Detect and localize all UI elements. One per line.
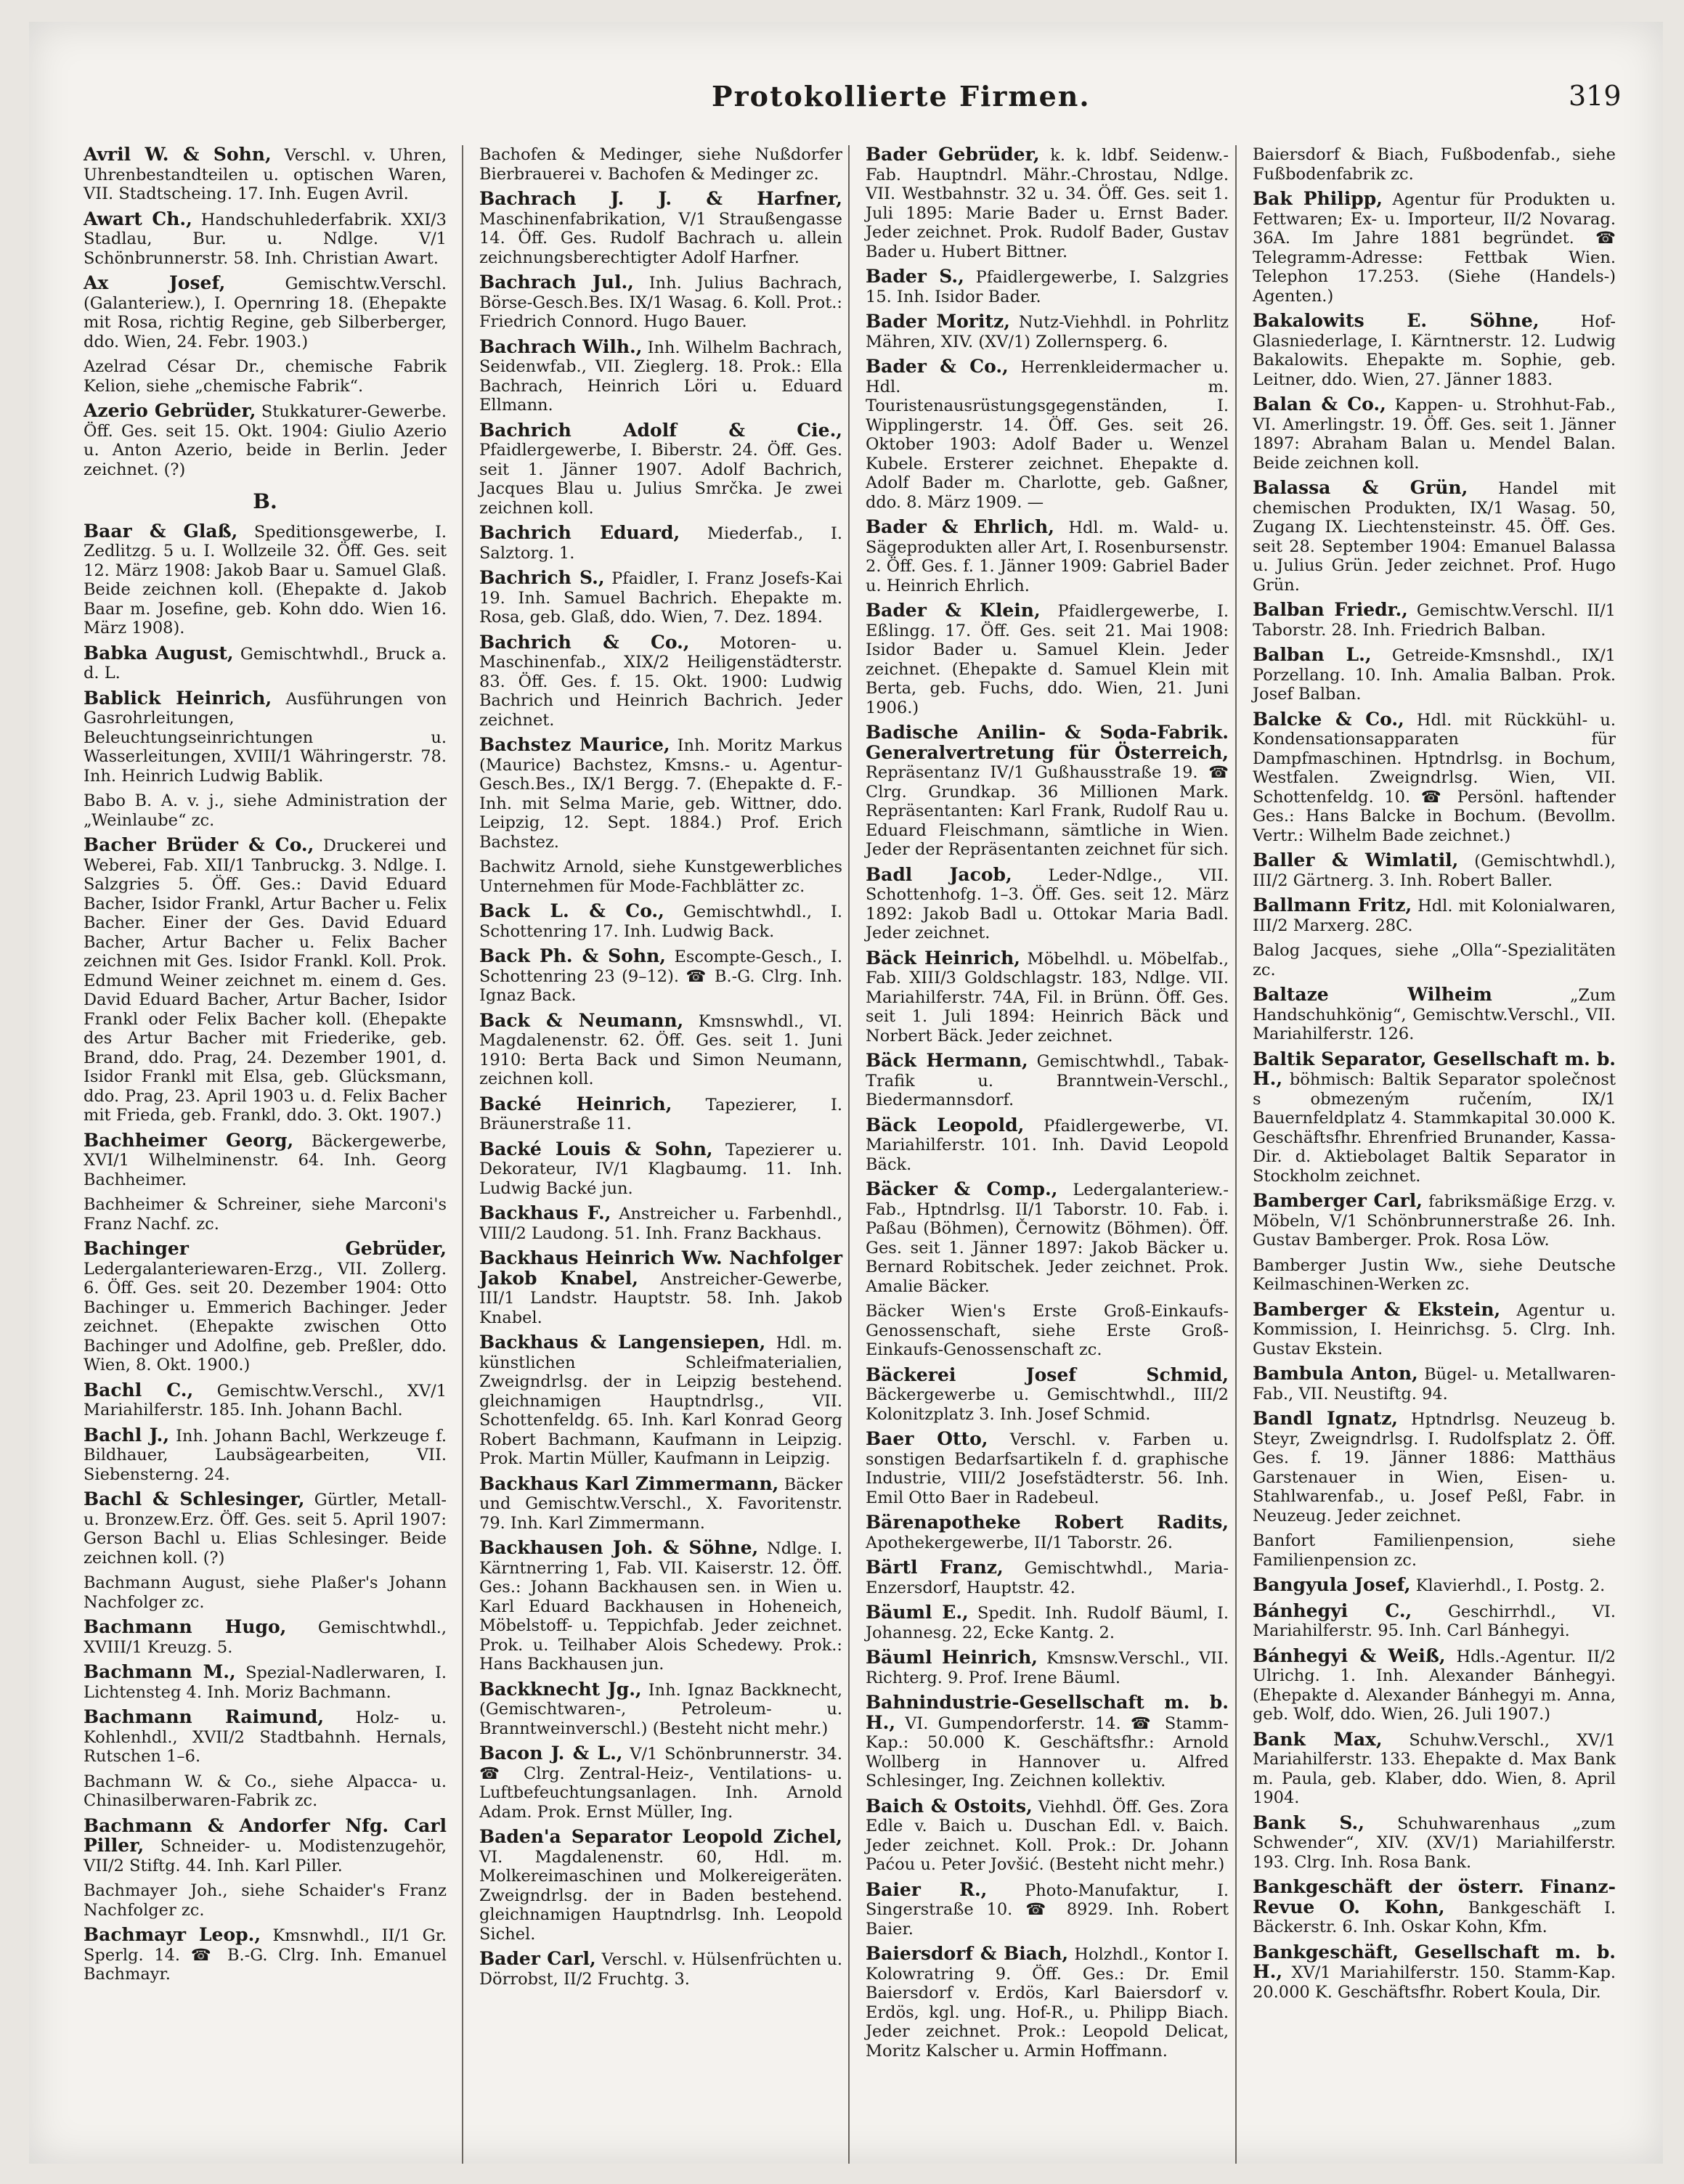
firm-details: Maschinenfabrikation, V/1 Straußengasse 14. Öff. Ges. Rudolf Bachrach u. allein zeichnungsberechtigter Adolf Harfner.: [479, 209, 842, 267]
firm-name: Balcke & Co.,: [1253, 708, 1404, 730]
firm-name: Bachrach J. J. & Harfner,: [479, 188, 842, 209]
firm-entry: [866, 1302, 1229, 1360]
firm-entry: [84, 402, 447, 479]
firm-name: Bäuml E.,: [866, 1602, 969, 1623]
firm-name: Bäcker & Comp.,: [866, 1178, 1058, 1199]
firm-name: Bader Gebrüder,: [866, 144, 1040, 165]
firm-entry: [1253, 1300, 1616, 1359]
firm-details: Inh. Ignaz Backknecht, (Gemischtwaren-, Petroleum- u. Branntweinverschl.) (Besteht nicht mehr.): [479, 1680, 842, 1738]
firm-details: Agentur für Produkten u. Fettwaren; Ex- u. Importeur, II/2 Novarag. 36A. Im Jahre 1881 begründet. ☎ Telegramm-Adresse: Fettbak Wien. Telephon 17.253. (Siehe (Handels-) Agenten.): [1253, 190, 1616, 306]
firm-entry: [84, 1663, 447, 1702]
firm-name: Bachl & Schlesinger,: [84, 1488, 305, 1509]
firm-name: Bachrich Adolf & Cie.,: [479, 419, 842, 441]
firm-name: Bangyula Josef,: [1253, 1574, 1411, 1595]
column-4: [1253, 145, 1616, 2008]
firm-entry: [479, 1744, 842, 1822]
firm-name: Awart Ch.,: [84, 208, 192, 229]
column-2: [479, 145, 842, 1994]
firm-entry: [1253, 710, 1616, 846]
firm-details: VI. Gumpendorferstr. 14. ☎ Stamm-Kap.: 50.000 K. Geschäftsfhr.: Arnold Wollberg in Hannover u. Alfred Schlesinger, Ing. Zeichnen kollektiv.: [866, 1714, 1229, 1790]
firm-details: Nutz-Viehhdl. in Pohrlitz Mähren, XIV. (XV/1) Zollernsperg. 6.: [866, 313, 1229, 351]
column-3: [866, 145, 1229, 2066]
firm-name: Bambula Anton,: [1253, 1363, 1418, 1384]
firm-entry: [1253, 1943, 1616, 2002]
firm-entry: [866, 865, 1229, 943]
firm-name: Bachl J.,: [84, 1424, 170, 1446]
firm-details: Baiersdorf & Biach, Fußbodenfab., siehe Fußbodenfabrik zc.: [1253, 145, 1616, 184]
firm-details: „Zum Handschuhkönig“, Gemischtw.Verschl., VII. Mariahilferstr. 126.: [1253, 986, 1616, 1043]
firm-name: Back Ph. & Sohn,: [479, 945, 666, 966]
firm-name: Ax Josef,: [84, 272, 226, 293]
firm-entry: [866, 1558, 1229, 1597]
firm-entry: [84, 1772, 447, 1811]
column-divider: [1235, 145, 1237, 2164]
firm-entry: [866, 267, 1229, 306]
firm-name: Bachrach Jul.,: [479, 272, 634, 293]
firm-name: Bablick Heinrich,: [84, 687, 272, 709]
firm-entry: [1253, 1576, 1616, 1596]
firm-details: Hdls.-Agentur. II/2 Ulrichg. 1. Inh. Alexander Bánhegyi. (Ehepakte d. Alexander Bánhegyi m. Anna, geb. Wolf, ddo. Wien, 26. Juli 1907.): [1253, 1647, 1616, 1724]
firm-details: Handschuhlederfabrik. XXI/3 Stadlau, Bur. u. Ndlge. V/1 Schönbrunnerstr. 58. Inh. Christian Awart.: [84, 210, 447, 268]
firm-name: Bachl C.,: [84, 1379, 194, 1401]
firm-name: Bakalowits E. Söhne,: [1253, 310, 1539, 331]
firm-details: Inh. Johann Bachl, Werkzeuge f. Bildhauer, Laubsägearbeiten, VII. Siebensterng. 24.: [84, 1426, 447, 1484]
firm-entry: [84, 1618, 447, 1657]
firm-entry: [479, 1949, 842, 1989]
firm-details: Bachmann W. & Co., siehe Alpacca- u. Chinasilberwaren-Fabrik zc.: [84, 1772, 447, 1810]
firm-details: Gemischtwhdl., XVIII/1 Kreuzg. 5.: [84, 1618, 447, 1657]
firm-entry: [1253, 1409, 1616, 1525]
firm-name: Badische Anilin- & Soda-Fabrik. Generalvertretung für Österreich,: [866, 722, 1229, 763]
firm-entry: [866, 601, 1229, 717]
firm-entry: [479, 1472, 842, 1533]
firm-entry: [479, 190, 842, 267]
firm-name: Back L. & Co.,: [479, 900, 664, 921]
firm-details: Kmsnwhdl., II/1 Gr. Sperlg. 14. ☎ B.-G. Clrg. Inh. Emanuel Bachmayr.: [84, 1926, 447, 1984]
firm-details: Ndlge. I. Kärntnerring 1, Fab. VII. Kaiserstr. 12. Öff. Ges.: Johann Backhausen sen. in Wien u. Karl Eduard Backhausen in Hoheneich, Möbelstoff- u. Teppichfab. Jeder zeichnet. Prok. u. Teilhaber Alois Schedewy. Prok.: Hans Backhausen jun.: [479, 1539, 842, 1674]
firm-name: Bánhegyi & Weiß,: [1253, 1645, 1446, 1666]
firm-details: Geschirrhdl., VI. Mariahilferstr. 95. Inh. Carl Bánhegyi.: [1253, 1602, 1616, 1640]
firm-entry: [866, 1430, 1229, 1507]
firm-details: Bamberger Justin Ww., siehe Deutsche Keilmaschinen-Werken zc.: [1253, 1255, 1616, 1294]
firm-name: Bahnindustrie-Gesellschaft m. b. H.,: [866, 1692, 1229, 1733]
firm-entry: [1253, 896, 1616, 935]
firm-name: Baer Otto,: [866, 1428, 988, 1449]
firm-name: Bachrich S.,: [479, 567, 605, 588]
firm-name: Bachinger Gebrüder,: [84, 1238, 447, 1259]
firm-name: Backé Heinrich,: [479, 1093, 672, 1115]
firm-details: Pfaidlergewerbe, I. Eßlingg. 17. Öff. Ges. seit 21. Mai 1908: Isidor Bader u. Samuel Klein. Jeder zeichnet. (Ehepakte d. Samuel Klein mit Berta, geb. Fuchs, ddo. Wien, 21. Juni 1906.): [866, 602, 1229, 717]
firm-entry: [1253, 941, 1616, 979]
firm-details: Kmsnswhdl., VI. Magdalenenstr. 62. Öff. Ges. seit 1. Juni 1910: Berta Back und Simon Neumann, zeichnen koll.: [479, 1011, 842, 1088]
firm-name: Bankgeschäft der österr. Finanz-Revue O. Kohn,: [1253, 1876, 1616, 1918]
firm-details: Apothekergewerbe, II/1 Taborstr. 26.: [866, 1533, 1173, 1552]
firm-name: Bak Philipp,: [1253, 188, 1383, 209]
firm-entry: [1253, 645, 1616, 704]
firm-entry: [866, 357, 1229, 512]
firm-entry: [479, 569, 842, 627]
firm-details: (Gemischtwhdl.), III/2 Gärtnerg. 3. Inh. Robert Baller.: [1253, 852, 1616, 890]
firm-name: Baich & Ostoits,: [866, 1795, 1033, 1817]
firm-name: Baiersdorf & Biach,: [866, 1943, 1069, 1964]
firm-details: Bäckergewerbe, XVI/1 Wilhelminenstr. 64. Inh. Georg Bachheimer.: [84, 1131, 447, 1189]
firm-entry: [1253, 311, 1616, 389]
firm-entry: [479, 523, 842, 563]
firm-details: Druckerei und Weberei, Fab. XII/1 Tanbruckg. 3. Ndlge. I. Salzgries 5. Öff. Ges.: David Eduard Bacher, Isidor Frankl, Artur Bacher u. Felix Bacher. Einer der Ges. David Eduard Bacher, Artur Bacher u. Felix Bacher zeichnen mit Ges. Isidor Frankl. Koll. Prok. Edmund Weiner zeichnet m. einem d. Ges. David Eduard Bacher, Artur Bacher, Isidor Frankl oder Felix Bacher koll. (Ehepakte des Artur Bacher mit Friederike, geb. Brand, ddo. Prag, 24. Dezember 1901, d. Isidor Frankl mit Elsa, geb. Glücksmann, ddo. Prag, 23. April 1903 u. d. Felix Bacher mit Frieda, geb. Frankl, ddo. 3. Okt. 1907.): [84, 836, 447, 1125]
firm-details: Ausführungen von Gasrohrleitungen, Beleuchtungseinrichtungen u. Wasserleitungen, XVIII/1 Währingerstr. 78. Inh. Heinrich Ludwig Bablik.: [84, 689, 447, 786]
firm-details: Hdl. mit Kolonialwaren, III/2 Marxerg. 28C.: [1253, 897, 1616, 935]
firm-details: XV/1 Mariahilferstr. 150. Stamm-Kap. 20.000 K. Geschäftsfhr. Robert Koula, Dir.: [1253, 1963, 1616, 2002]
firm-entry: [1253, 1647, 1616, 1724]
firm-details: Miederfab., I. Salztorg. 1.: [479, 524, 842, 563]
firm-entry: [84, 1131, 447, 1190]
firm-entry: [1253, 985, 1616, 1044]
firm-entry: [1253, 1730, 1616, 1808]
firm-entry: [1253, 145, 1616, 184]
firm-details: Bügel- u. Metallwaren-Fab., VII. Neustiftg. 94.: [1253, 1365, 1616, 1403]
firm-details: Bachwitz Arnold, siehe Kunstgewerbliches Unternehmen für Mode-Fachblätter zc.: [479, 857, 842, 896]
firm-entry: [479, 947, 842, 1006]
firm-details: Tapezierer u. Dekorateur, IV/1 Klagbaumg. 11. Inh. Ludwig Backé jun.: [479, 1140, 842, 1198]
firm-entry: [84, 1881, 447, 1920]
firm-details: böhmisch: Baltik Separator společnost s obmezeným ručením, IX/1 Bauernfeldplatz 4. Stammkapital 30.000 K. Geschäftsfhr. Ehrenfried Brunander, Kassa-Dir. d. Aktiebolaget Baltik Separator in Stockholm zeichnet.: [1253, 1070, 1616, 1186]
firm-entry: [1253, 1878, 1616, 1937]
firm-details: Gemischtwhdl., Tabak-Trafik u. Branntwein-Verschl., Biedermannsdorf.: [866, 1052, 1229, 1109]
firm-details: Kappen- u. Strohhut-Fab., VI. Amerlingstr. 19. Öff. Ges. seit 1. Jänner 1897: Abraham Balan u. Mendel Balan. Beide zeichnen koll.: [1253, 396, 1616, 473]
firm-name: Baden'a Separator Leopold Zichel,: [479, 1826, 842, 1847]
firm-entry: [84, 1814, 447, 1876]
firm-details: Pfaidler, I. Franz Josefs-Kai 19. Inh. Samuel Bachrich. Ehepakte m. Rosa, geb. Glaß, ddo. Wien, 7. Dez. 1894.: [479, 569, 842, 627]
firm-entry: [84, 644, 447, 683]
firm-entry: [84, 1708, 447, 1767]
firm-details: Ledergalanteriew.-Fab., Hptndrlsg. II/1 Taborstr. 10. Fab. i. Paßau (Böhmen), Černowitz (Böhmen). Öff. Ges. seit 1. Jänner 1897: Jakob Bäcker u. Bernard Robitschek. Jeder zeichnet. Prok. Amalie Bäcker.: [866, 1181, 1229, 1296]
firm-entry: [479, 1095, 842, 1134]
firm-entry: [84, 836, 447, 1125]
firm-name: Backhaus & Langensiepen,: [479, 1332, 766, 1353]
firm-name: Balban L.,: [1253, 644, 1372, 665]
firm-entry: [479, 1680, 842, 1739]
firm-entry: [1253, 190, 1616, 306]
firm-details: Leder-Ndlge., VII. Schottenhofg. 1–3. Öff. Ges. seit 12. März 1892: Jakob Badl u. Ottokar Maria Badl. Jeder zeichnet.: [866, 865, 1229, 942]
firm-details: V/1 Schönbrunnerstr. 34. ☎ Clrg. Zentral-Heiz-, Ventilations- u. Luftbefeuchtungsanlagen. Inh. Arnold Adam. Prok. Ernst Müller, Ing.: [479, 1745, 842, 1822]
firm-entry: [479, 857, 842, 896]
firm-name: Bank S.,: [1253, 1812, 1364, 1833]
firm-details: Balog Jacques, siehe „Olla“-Spezialitäten zc.: [1253, 941, 1616, 979]
firm-details: Hdl. m. künstlichen Schleifmaterialien, Zweigndrlsg. der in Leipzig bestehend. gleichnamigen Hauptndrlsg., VII. Schottenfeldg. 65. Inh. Karl Konrad Georg Robert Bachmann, Kaufmann in Leipzig. Prok. Martin Müller, Kaufmann in Leipzig.: [479, 1334, 842, 1468]
firm-details: Motoren- u. Maschinenfab., XIX/2 Heiligenstädterstr. 83. Öff. Ges. f. 15. Okt. 1900: Ludwig Bachrich und Heinrich Bachrich. Jeder zeichnet.: [479, 633, 842, 730]
firm-entry: [866, 1513, 1229, 1552]
firm-details: Schuhwarenhaus „zum Schwender“, XIV. (XV/1) Mariahilferstr. 193. Clrg. Inh. Rosa Bank.: [1253, 1814, 1616, 1872]
firm-name: Bärtl Franz,: [866, 1557, 1004, 1578]
firm-entry: [84, 357, 447, 396]
firm-details: Photo-Manufaktur, I. Singerstraße 10. ☎ 8929. Inh. Robert Baier.: [866, 1881, 1229, 1939]
firm-name: Bachmann Raimund,: [84, 1706, 325, 1727]
firm-name: Backhausen Joh. & Söhne,: [479, 1537, 759, 1558]
firm-entry: [866, 949, 1229, 1046]
firm-details: Holzhdl., Kontor I. Kolowratring 9. Öff. Ges.: Dr. Emil Baiersdorf v. Erdös, Karl Baiersdorf v. Erdös, kgl. ung. Hof-R., u. Philipp Biach. Jeder zeichnet. Prok.: Leopold Delicat, Moritz Kalscher u. Armin Hoffmann.: [866, 1945, 1229, 2061]
firm-entry: [1253, 1364, 1616, 1403]
firm-name: Bader & Co.,: [866, 356, 1009, 377]
firm-entry: [84, 1426, 447, 1485]
firm-entry: [1253, 1191, 1616, 1250]
firm-name: Badl Jacob,: [866, 863, 1012, 885]
firm-name: Bank Max,: [1253, 1728, 1383, 1750]
firm-details: Schneider- u. Modistenzugehör, VII/2 Stiftg. 44. Inh. Karl Piller.: [84, 1837, 447, 1875]
firm-details: Anstreicher u. Farbenhdl., VIII/2 Laudong. 51. Inh. Franz Backhaus.: [479, 1205, 842, 1243]
firm-entry: [479, 1140, 842, 1199]
firm-name: Baar & Glaß,: [84, 520, 238, 542]
firm-details: Repräsentanz IV/1 Gußhausstraße 19. ☎ Clrg. Grundkap. 36 Millionen Mark. Repräsentanten: Karl Frank, Rudolf Rau u. Eduard Fleischmann, sämtliche in Wien. Jeder der Repräsentanten zeichnet für sich.: [866, 763, 1229, 859]
firm-name: Bankgeschäft, Gesellschaft m. b. H.,: [1253, 1941, 1616, 1982]
firm-name: Ballmann Fritz,: [1253, 895, 1412, 916]
firm-details: Verschl. v. Farben u. sonstigen Bedarfsartikeln f. d. graphische Industrie, VIII/2 Josefstädterstr. 56. Inh. Emil Otto Baer in Radebeul.: [866, 1430, 1229, 1507]
firm-entry: [479, 902, 842, 941]
firm-entry: [866, 1693, 1229, 1791]
firm-details: Viehhdl. Öff. Ges. Zora Edle v. Baich u. Duschan Edl. v. Baich. Jeder zeichnet. Koll. Prok.: Dr. Johann Paćou u. Peter Jovšić. (Besteht nicht mehr.): [866, 1797, 1229, 1874]
firm-details: Verschl. v. Uhren, Uhrenbestandteilen u. optischen Waren, VII. Stadtscheing. 17. Inh. Eugen Avril.: [84, 146, 447, 203]
firm-name: Bachrach Wilh.,: [479, 335, 643, 357]
firm-entry: [479, 633, 842, 730]
firm-entry: [84, 1239, 447, 1375]
firm-entry: [866, 1648, 1229, 1687]
firm-name: Bader Carl,: [479, 1948, 596, 1969]
firm-entry: [479, 335, 842, 415]
firm-details: Verschl. v. Hülsenfrüchten u. Dörrobst, II/2 Fruchtg. 3.: [479, 1950, 842, 1989]
firm-entry: [479, 1011, 842, 1089]
firm-entry: [84, 210, 447, 269]
firm-details: fabriksmäßige Erzg. v. Möbeln, V/1 Schönbrunnerstraße 26. Inh. Gustav Bamberger. Prok. Rosa Löw.: [1253, 1192, 1616, 1250]
firm-name: Bachmann Hugo,: [84, 1616, 287, 1637]
firm-entry: [866, 1180, 1229, 1296]
firm-details: Escompte-Gesch., I. Schottenring 23 (9–12). ☎ B.-G. Clrg. Inh. Ignaz Back.: [479, 948, 842, 1005]
firm-name: Bachheimer Georg,: [84, 1129, 294, 1151]
firm-entry: [84, 1490, 447, 1568]
firm-name: Bamberger & Ekstein,: [1253, 1298, 1501, 1320]
firm-name: Azerio Gebrüder,: [84, 400, 256, 421]
firm-details: Inh. Wilhelm Bachrach, Seidenwfab., VII. Zieglerg. 18. Prok.: Ella Bachrach, Heinrich Löri u. Eduard Ellmann.: [479, 338, 842, 415]
firm-entry: [479, 1828, 842, 1944]
firm-details: Ledergalanteriewaren-Erzg., VII. Zollerg. 6. Öff. Ges. seit 20. Dezember 1904: Otto Bachinger u. Emmerich Bachinger. Jeder zeichnet. (Ehepakte zwischen Otto Bachinger und Adolfine, geb. Preßler, ddo. Wien, 8. Okt. 1900.): [84, 1259, 447, 1374]
firm-name: Backé Louis & Sohn,: [479, 1138, 713, 1160]
firm-name: Bader Moritz,: [866, 311, 1010, 332]
firm-entry: [866, 1116, 1229, 1175]
firm-name: Balassa & Grün,: [1253, 477, 1468, 498]
firm-entry: [866, 145, 1229, 261]
firm-details: Bachheimer & Schreiner, siehe Marconi's Franz Nachf. zc.: [84, 1195, 447, 1234]
firm-details: Pfaidlergewerbe, I. Biberstr. 24. Öff. Ges. seit 1. Jänner 1907. Adolf Bachrich, Jacques Blau u. Julius Smrčka. Je zwei zeichnen koll.: [479, 441, 842, 518]
firm-details: Tapezierer, I. Bräunerstraße 11.: [479, 1095, 843, 1133]
firm-entry: [866, 312, 1229, 351]
firm-entry: [1253, 395, 1616, 473]
firm-details: Bankgeschäft I. Bäckerstr. 6. Inh. Oskar Kohn, Kfm.: [1253, 1898, 1616, 1936]
firm-details: Anstreicher-Gewerbe, III/1 Landstr. Hauptstr. 58. Inh. Jakob Knabel.: [479, 1269, 842, 1327]
firm-name: Bacon J. & L.,: [479, 1743, 623, 1764]
firm-entry: [84, 791, 447, 830]
firm-name: Bader & Klein,: [866, 600, 1041, 621]
firm-details: VI. Magdalenenstr. 60, Hdl. m. Molkereimaschinen und Molkereigeräten. Zweigndrlsg. der in Baden bestehend. gleichnamigen Hauptndrlsg. Inh. Leopold Sichel.: [479, 1847, 842, 1944]
firm-entry: [1253, 851, 1616, 890]
firm-entry: [84, 1926, 447, 1984]
firm-details: Hptndrlsg. Neuzeug b. Steyr, Zweigndrlsg. I. Rudolfsplatz 2. Öff. Ges. f. 19. Jänner 1886: Matthäus Garstenauer in Wien, Eisen- u. Stahlwarenfab., u. Josef Peßl, Fabr. in Neuzeug. Jeder zeichnet.: [1253, 1410, 1616, 1525]
firm-entry: [866, 518, 1229, 595]
firm-entry: [479, 421, 842, 518]
firm-name: Bäuml Heinrich,: [866, 1647, 1038, 1668]
firm-name: Balban Friedr.,: [1253, 599, 1408, 620]
firm-entry: [1253, 1814, 1616, 1873]
firm-details: Babo B. A. v. j., siehe Administration der „Weinlaube“ zc.: [84, 791, 447, 830]
firm-details: Klavierhdl., I. Postg. 2.: [1415, 1576, 1606, 1595]
firm-entry: [479, 1333, 842, 1469]
firm-name: Bader & Ehrlich,: [866, 516, 1054, 537]
firm-entry: [84, 274, 447, 351]
running-title: Protokollierte Firmen.: [712, 80, 1091, 113]
firm-details: Handel mit chemischen Produkten, IX/1 Wasag. 50, Zugang IX. Liechtensteinstr. 45. Öff. Ges. seit 28. September 1904: Emanuel Balassa u. Julius Grün. Jeder zeichnet. Prof. Hugo Grün.: [1253, 479, 1616, 595]
firm-name: Baltik Separator, Gesellschaft m. b. H.,: [1253, 1048, 1616, 1089]
firm-name: Avril W. & Sohn,: [84, 144, 272, 165]
firm-name: Bäck Leopold,: [866, 1114, 1025, 1136]
firm-entry: [84, 145, 447, 204]
firm-entry: [479, 145, 842, 184]
firm-entry: [84, 1381, 447, 1420]
section-letter: B.: [253, 489, 277, 513]
firm-name: Bäckerei Josef Schmid,: [866, 1364, 1229, 1385]
firm-entry: [866, 1878, 1229, 1939]
firm-details: Inh. Moritz Markus (Maurice) Bachstez, Kmsns.- u. Agentur-Gesch.Bes., IX/1 Bergg. 7. (Ehepakte d. F.-Inh. mit Selma Marie, geb. Wittner, ddo. Leipzig, 12. Sept. 1884.) Prof. Erich Bachstez.: [479, 736, 842, 852]
firm-entry: [866, 1366, 1229, 1425]
firm-name: Balan & Co.,: [1253, 394, 1386, 415]
firm-details: Banfort Familienpension, siehe Familienpension zc.: [1253, 1531, 1616, 1570]
firm-details: Bäcker und Gemischtw.Verschl., X. Favoritenstr. 79. Inh. Karl Zimmermann.: [479, 1475, 842, 1533]
firm-details: Gemischtw.Verschl., XV/1 Mariahilferstr. 185. Inh. Johann Bachl.: [84, 1381, 447, 1419]
firm-entry: [479, 1249, 842, 1327]
column-1: [84, 145, 447, 1990]
page-header: [0, 80, 1684, 138]
firm-details: Spedit. Inh. Rudolf Bäuml, I. Johannesg. 22, Ecke Kantg. 2.: [866, 1604, 1229, 1642]
firm-details: Speditionsgewerbe, I. Zedlitzg. 5 u. I. Wollzeile 32. Öff. Ges. seit 12. März 1908: Jakob Baar u. Samuel Glaß. Beide zeichnen koll. (Ehepakte d. Jakob Baar m. Josefine, geb. Kohn ddo. Wien 16. März 1908).: [84, 522, 447, 637]
firm-details: Agentur u. Kommission, I. Heinrichsg. 5. Clrg. Inh. Gustav Ekstein.: [1253, 1300, 1616, 1358]
firm-entry: [866, 1944, 1229, 2061]
firm-details: Inh. Julius Bachrach, Börse-Gesch.Bes. IX/1 Wasag. 6. Koll. Prot.: Friedrich Connord. Hugo Bauer.: [479, 274, 842, 331]
firm-details: Kmsnsw.Verschl., VII. Richterg. 9. Prof. Irene Bäuml.: [866, 1649, 1229, 1687]
firm-details: Pfaidlergewerbe, VI. Mariahilferstr. 101. Inh. David Leopold Bäck.: [866, 1116, 1229, 1174]
page-number: 319: [1569, 80, 1622, 112]
firm-entry: [84, 522, 447, 638]
firm-entry: [866, 723, 1229, 860]
firm-details: Möbelhdl. u. Möbelfab., Fab. XIII/3 Goldschlagstr. 183, Ndlge. VII. Mariahilferstr. 74A, Fil. in Brünn. Öff. Ges. seit 1. Juli 1894: Heinrich Bäck und Norbert Bäck. Jeder zeichnet.: [866, 949, 1229, 1046]
firm-details: Azelrad César Dr., chemische Fabrik Kelion, siehe „chemische Fabrik“.: [84, 357, 447, 396]
firm-entry: [1253, 478, 1616, 595]
firm-name: Baltaze Wilheim: [1253, 984, 1492, 1005]
firm-details: Spezial-Nadlerwaren, I. Lichtensteg 4. Inh. Moriz Bachmann.: [84, 1663, 447, 1702]
firm-entry: [84, 1195, 447, 1234]
firm-name: Bachmann M.,: [84, 1661, 236, 1682]
firm-details: Bachofen & Medinger, siehe Nußdorfer Bierbrauerei v. Bachofen & Medinger zc.: [479, 145, 842, 184]
firm-details: Bäckergewerbe u. Gemischtwhdl., III/2 Kolonitzplatz 3. Inh. Josef Schmid.: [866, 1385, 1229, 1424]
column-divider: [462, 145, 463, 2164]
firm-name: Bánhegyi C.,: [1253, 1600, 1412, 1621]
firm-name: Bachstez Maurice,: [479, 734, 670, 755]
firm-details: Getreide-Kmsnshdl., IX/1 Porzellang. 10. Inh. Amalia Balban. Prok. Josef Balban.: [1253, 646, 1616, 704]
firm-entry: [866, 1051, 1229, 1110]
firm-details: Hdl. mit Rückkühl- u. Kondensationsapparaten für Dampfmaschinen. Hptndrlsg. in Bochum, Westfalen. Zweigndrlsg. Wien, VII. Schottenfeldg. 10. ☎ Persönl. haftender Ges.: Hans Balcke in Bochum. (Bevollm. Vertr.: Wilhelm Bade zeichnet.): [1253, 710, 1616, 845]
firm-entry: [1253, 1602, 1616, 1641]
firm-details: Hof-Glasniederlage, I. Kärntnerstr. 12. Ludwig Bakalowits. Ehepakte m. Sophie, geb. Leitner, ddo. Wien, 27. Jänner 1883.: [1253, 312, 1616, 389]
firm-name: Baier R.,: [866, 1878, 988, 1900]
firm-name: Bachrich Eduard,: [479, 522, 680, 543]
firm-entry: [84, 1573, 447, 1612]
firm-details: Gemischtwhdl., Maria-Enzersdorf, Hauptstr. 42.: [866, 1559, 1229, 1597]
firm-entry: [866, 1603, 1229, 1642]
firm-details: Schuhw.Verschl., XV/1 Mariahilferstr. 133. Ehepakte d. Max Bank m. Paula, geb. Klaber, ddo. Wien, 8. April 1904.: [1253, 1730, 1616, 1807]
firm-entry: [479, 736, 842, 852]
firm-entry: [1253, 1050, 1616, 1186]
firm-details: Bachmayer Joh., siehe Schaider's Franz Nachfolger zc.: [84, 1881, 447, 1920]
firm-details: Gemischtwhdl., I. Schottenring 17. Inh. Ludwig Back.: [479, 902, 842, 941]
firm-name: Bamberger Carl,: [1253, 1190, 1423, 1211]
firm-details: k. k. ldbf. Seidenw.-Fab. Hauptndrl. Mähr.-Chrostau, Ndlge. VII. Westbahnstr. 32 u. 34. Öff. Ges. seit 1. Juli 1895: Marie Bader u. Ernst Bader. Jeder zeichnet. Prok. Rudolf Bader, Gustav Bader u. Hubert Bittner.: [866, 146, 1229, 261]
firm-name: Bachmann & Andorfer Nfg. Carl Piller,: [84, 1814, 447, 1856]
firm-name: Backhaus Karl Zimmermann,: [479, 1472, 779, 1494]
firm-details: Gemischtw.Verschl. II/1 Taborstr. 28. Inh. Friedrich Balban.: [1253, 601, 1616, 640]
firm-entry: [479, 1539, 842, 1674]
firm-details: Bäcker Wien's Erste Groß-Einkaufs-Genossenschaft, siehe Erste Groß-Einkaufs-Genossenschaft zc.: [866, 1302, 1229, 1359]
firm-details: Stukkaturer-Gewerbe. Öff. Ges. seit 15. Okt. 1904: Giulio Azerio u. Anton Azerio, beide in Berlin. Jeder zeichnet. (?): [84, 402, 447, 479]
firm-entry: [84, 689, 447, 786]
column-divider: [848, 145, 850, 2164]
firm-name: Bader S.,: [866, 266, 964, 287]
firm-name: Baller & Wimlatil,: [1253, 849, 1459, 871]
firm-name: Bachmayr Leop.,: [84, 1924, 261, 1945]
firm-details: Gemischtwhdl., Bruck a. d. L.: [84, 644, 447, 682]
firm-entry: [866, 1797, 1229, 1875]
firm-name: Backhaus F.,: [479, 1202, 611, 1223]
firm-details: Holz- u. Kohlenhdl., XVII/2 Stadtbahnh. Hernals, Rutschen 1–6.: [84, 1708, 447, 1766]
firm-details: Bachmann August, siehe Plaßer's Johann Nachfolger zc.: [84, 1573, 447, 1612]
firm-name: Bärenapotheke Robert Radits,: [866, 1512, 1229, 1533]
firm-name: Bäck Hermann,: [866, 1050, 1028, 1071]
firm-details: Hdl. m. Wald- u. Sägeprodukten aller Art, I. Rosenbursenstr. 2. Öff. Ges. f. 1. Jänner 1909: Gabriel Bader u. Heinrich Ehrlich.: [866, 518, 1229, 595]
firm-entry: [1253, 1531, 1616, 1570]
firm-details: Gemischtw.Verschl. (Galanteriew.), I. Opernring 18. (Ehepakte mit Rosa, richtig Regine, geb Silberberger, ddo. Wien, 24. Febr. 1903.): [84, 274, 447, 351]
firm-entry: [479, 273, 842, 332]
firm-name: Back & Neumann,: [479, 1009, 684, 1031]
firm-name: Bandl Ignatz,: [1253, 1408, 1398, 1429]
firm-details: Herrenkleidermacher u. Hdl. m. Touristenausrüstungsgegenständen, I. Wipplingerstr. 14. Öff. Ges. seit 26. Oktober 1903: Adolf Bader u. Wenzel Kubele. Ersterer zeichnet. Ehepakte d. Adolf Bader m. Charlotte, geb. Gaßner, ddo. 8. März 1909. —: [866, 358, 1229, 512]
firm-entry: [479, 1204, 842, 1243]
firm-name: Backknecht Jg.,: [479, 1678, 642, 1700]
firm-entry: [1253, 1256, 1616, 1295]
firm-name: Bacher Brüder & Co.,: [84, 834, 314, 855]
firm-details: Gürtler, Metall- u. Bronzew.Erz. Öff. Ges. seit 5. April 1907: Gerson Bachl u. Elias Schlesinger. Beide zeichnen koll. (?): [84, 1491, 447, 1568]
firm-name: Bäck Heinrich,: [866, 947, 1020, 969]
firm-name: Babka August,: [84, 642, 234, 664]
firm-details: Pfaidlergewerbe, I. Salzgries 15. Inh. Isidor Bader.: [866, 268, 1229, 306]
firm-name: Backhaus Heinrich Ww. Nachfolger Jakob Knabel,: [479, 1247, 842, 1289]
firm-entry: [1253, 600, 1616, 640]
firm-name: Bachrich & Co.,: [479, 631, 690, 653]
